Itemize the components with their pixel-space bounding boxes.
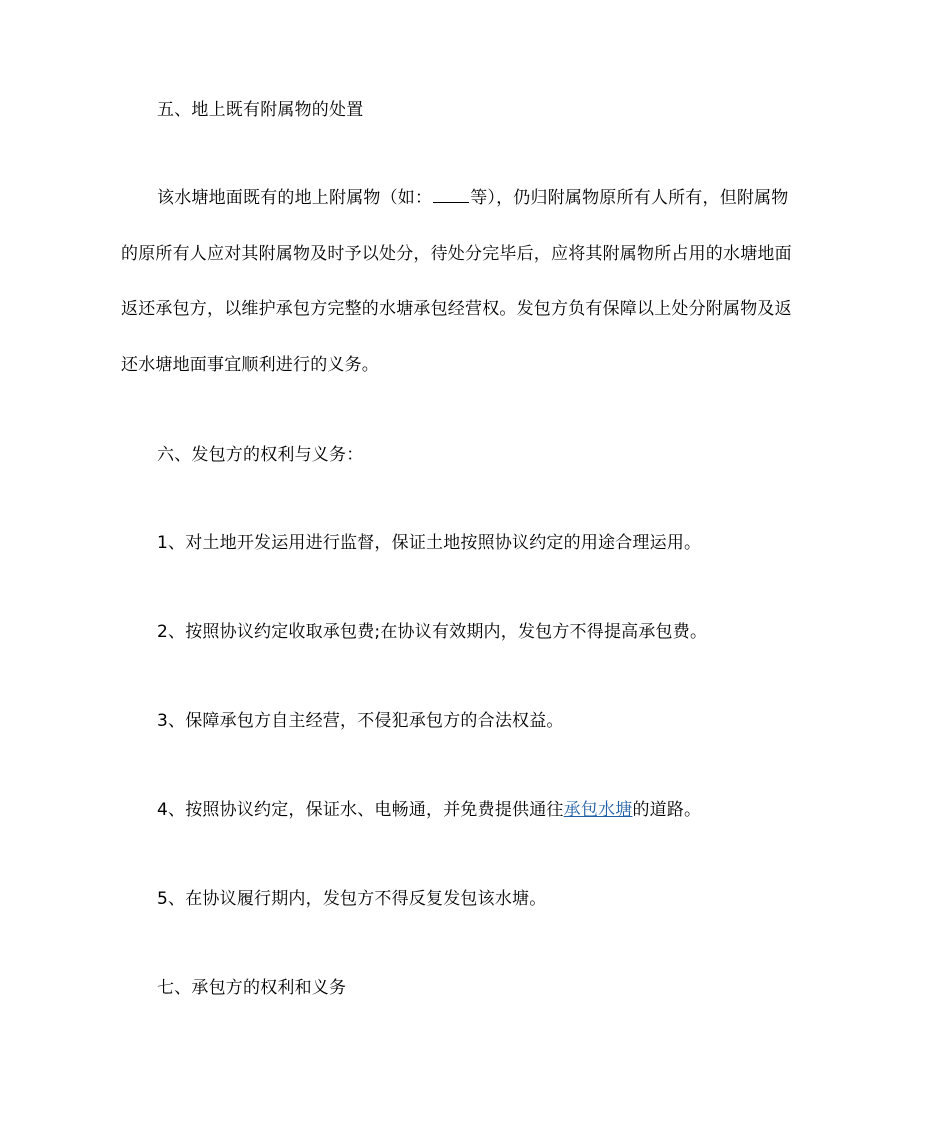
section-6-item-5: 5、在协议履行期内，发包方不得反复发包该水塘。 — [157, 889, 547, 909]
section-6-item-1: 1、对土地开发运用进行监督，保证土地按照协议约定的用途合理运用。 — [157, 533, 702, 553]
section-5-paragraph-line-4: 还水塘地面事宜顺利进行的义务。 — [121, 355, 379, 375]
item-text: 4、按照协议约定，保证水、电畅通，并免费提供通往 — [157, 800, 564, 820]
section-5-heading: 五、地上既有附属物的处置 — [157, 100, 364, 120]
section-6-heading: 六、发包方的权利与义务： — [157, 445, 364, 465]
pond-contract-link[interactable]: 承包水塘 — [563, 800, 633, 820]
section-6-item-3: 3、保障承包方自主经营，不侵犯承包方的合法权益。 — [157, 711, 564, 731]
item-text: 的道路。 — [632, 800, 702, 820]
section-5-paragraph-line-3: 返还承包方，以维护承包方完整的水塘承包经营权。发包方负有保障以上处分附属物及返 — [121, 299, 792, 319]
paragraph-text: 等），仍归附属物原所有人所有，但附属物 — [470, 188, 789, 208]
section-5-paragraph-line-2: 的原所有人应对其附属物及时予以处分，待处分完毕后，应将其附属物所占用的水塘地面 — [121, 244, 792, 264]
section-7-heading: 七、承包方的权利和义务 — [157, 978, 347, 998]
fill-in-blank — [433, 188, 469, 203]
section-6-item-2: 2、按照协议约定收取承包费;在协议有效期内，发包方不得提高承包费。 — [157, 622, 708, 642]
paragraph-text: 该水塘地面既有的地上附属物（如： — [157, 188, 433, 208]
section-6-item-4 — [157, 798, 872, 822]
section-5-paragraph-line-1 — [157, 186, 872, 210]
